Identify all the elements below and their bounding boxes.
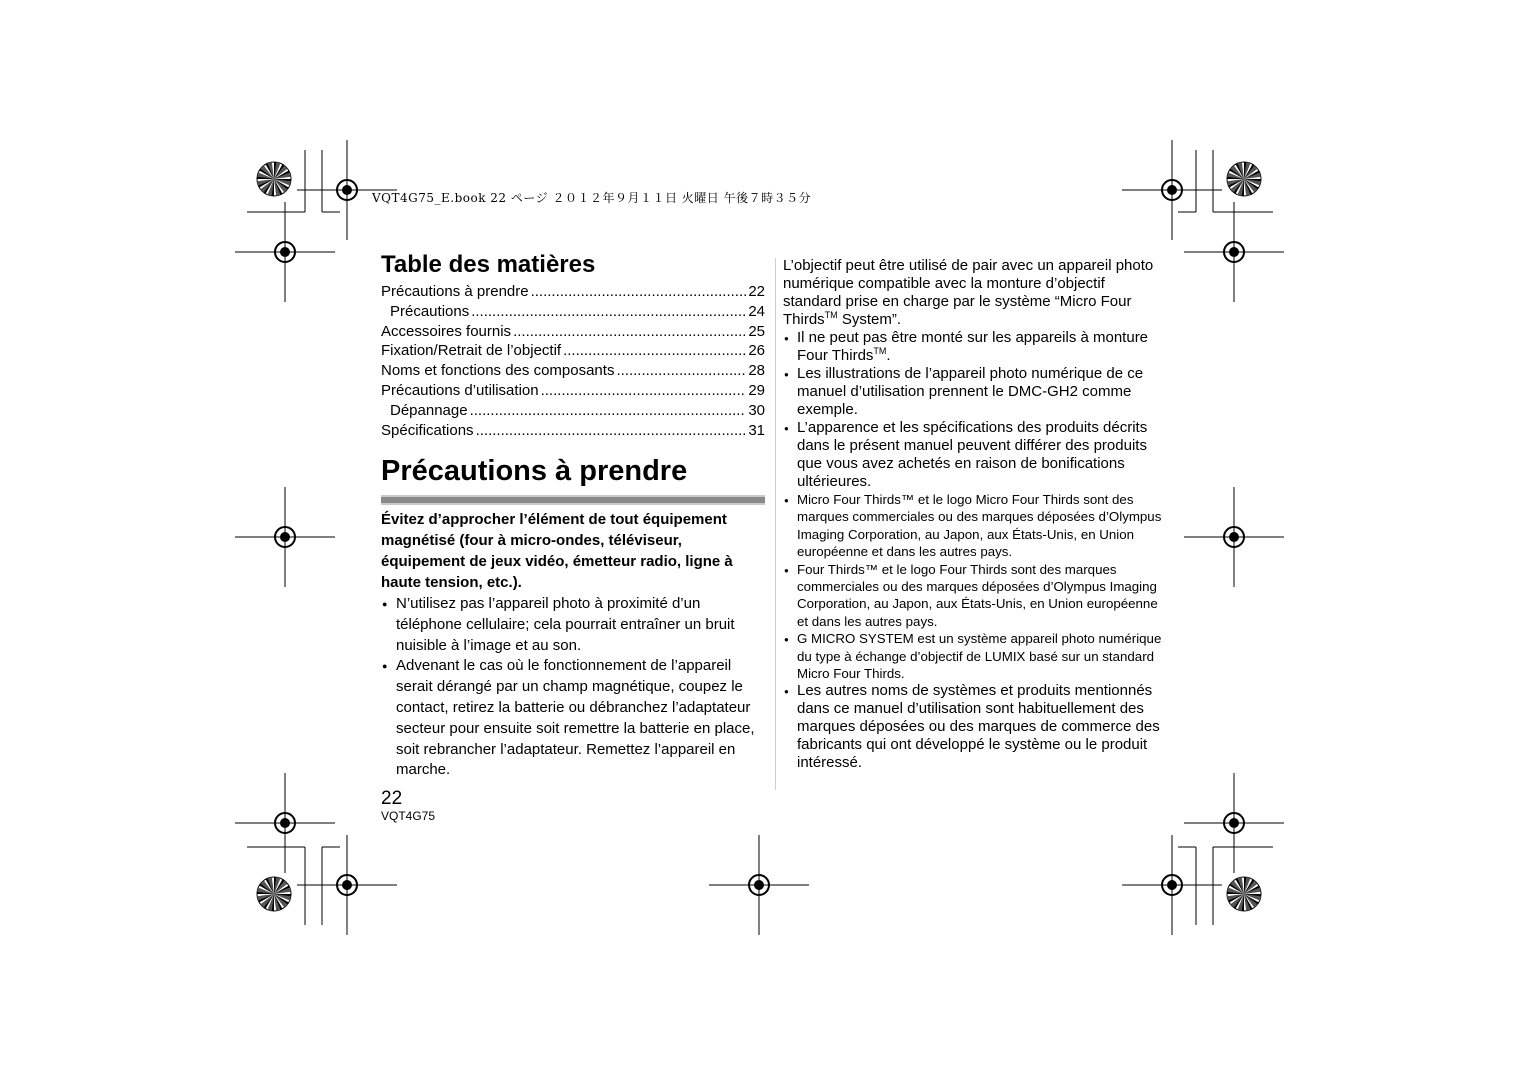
toc-leader: [616, 361, 746, 381]
section-title: Précautions à prendre: [381, 455, 688, 487]
toc-leader: [471, 302, 746, 322]
bullet-text-end: .: [886, 347, 891, 364]
trademark-sup: TM: [873, 346, 887, 356]
intro-text-end: System”.: [837, 311, 902, 328]
print-header: VQT4G75_E.book 22 ページ ２０１２年９月１１日 火曜日 午後７時３５分: [372, 191, 812, 205]
list-item: ● Micro Four Thirds™ et le logo Micro Four Thirds sont des marques commerciales ou des marques déposées d’Olympus Imaging Corporation, au Japon, aux États-Unis, en Union européenne et dans les autres pays.: [783, 491, 1167, 561]
list-item: ● Les illustrations de l’appareil photo numérique de ce manuel d’utilisation prennent le DMC-GH2 comme exemple.: [783, 365, 1167, 419]
toc-leader: [476, 421, 747, 441]
warning-text: Évitez d’approcher l’élément de tout équipement magnétisé (four à micro-ondes, téléviseur, équipement de jeux vidéo, émetteur radio, ligne à haute tension, etc.).: [381, 511, 733, 591]
list-item: ● N’utilisez pas l’appareil photo à proximité d’un téléphone cellulaire; cela pourrait entraîner un bruit nuisible à l’image et au son.: [381, 594, 767, 656]
toc-page: 29: [748, 381, 765, 399]
model-code: VQT4G75: [381, 809, 436, 823]
toc-row[interactable]: [381, 381, 765, 401]
section-rule: [381, 495, 765, 505]
list-item: [783, 329, 1167, 365]
toc-label: Spécifications: [381, 421, 474, 439]
bullet-text: Il ne peut pas être monté sur les appareils à monture Four Thirds: [797, 329, 1149, 364]
toc-row[interactable]: [381, 421, 765, 441]
trademark-sup: TM: [824, 310, 838, 320]
toc-page: 30: [748, 401, 765, 419]
toc-page: 24: [748, 302, 765, 320]
toc-page: 31: [748, 421, 765, 439]
right-column: [783, 257, 1167, 772]
toc-row[interactable]: [381, 401, 765, 421]
toc-label: Fixation/Retrait de l’objectif: [381, 342, 562, 360]
intro-text: L’objectif peut être utilisé de pair avec un appareil photo numérique compatible avec la monture d’objectif standard prise en charge par le système “Micro Four Thirds: [783, 257, 1154, 328]
list-item: ● Les autres noms de systèmes et produits mentionnés dans ce manuel d’utilisation sont habituellement des marques déposées ou des marques de commerce des fabricants qui ont développé le système ou le produit intéressé.: [783, 682, 1167, 772]
toc-page: 25: [748, 322, 765, 340]
toc-page: 22: [748, 283, 765, 300]
toc-title: Table des matières: [381, 251, 596, 278]
toc-row[interactable]: [381, 341, 765, 361]
toc-row[interactable]: [381, 282, 765, 302]
toc-page: 28: [748, 362, 765, 380]
list-item: ● Four Thirds™ et le logo Four Thirds sont des marques commerciales ou des marques déposées d’Olympus Imaging Corporation, au Japon, aux États-Unis, en Union européenne et dans les autres pays.: [783, 561, 1167, 631]
list-item: ● Advenant le cas où le fonctionnement de l’appareil serait dérangé par un champ magnétique, coupez le contact, retirez la batterie ou débranchez l’adaptateur secteur pour ensuite soit remettre la batterie en place, soit rebrancher l’adaptateur. Remettez l’appareil en marche.: [381, 656, 767, 781]
toc-row[interactable]: [381, 302, 765, 322]
toc-row[interactable]: [381, 322, 765, 342]
toc-label: Dépannage: [390, 401, 468, 419]
toc-leader: [563, 341, 746, 361]
toc-label: Noms et fonctions des composants: [381, 362, 615, 380]
toc-leader: [470, 401, 747, 421]
toc-leader: [531, 282, 747, 302]
column-divider: [775, 258, 776, 790]
toc-page: 26: [748, 342, 765, 360]
toc-label: Précautions: [390, 302, 470, 320]
precautions-list: [381, 594, 767, 781]
toc-leader: [513, 322, 746, 342]
intro-paragraph: [783, 257, 1167, 329]
toc-row[interactable]: [381, 361, 765, 381]
toc-leader: [541, 381, 747, 401]
list-item: ● L’apparence et les spécifications des produits décrits dans le présent manuel peuvent différer des produits que vous avez achetés en raison de bonifications ultérieures.: [783, 419, 1167, 491]
toc-label: Accessoires fournis: [381, 322, 512, 340]
toc-label: Précautions d’utilisation: [381, 381, 539, 399]
toc-label: Précautions à prendre: [381, 283, 529, 300]
table-of-contents: [381, 282, 765, 440]
page-number: 22: [381, 788, 403, 809]
list-item: ● G MICRO SYSTEM est un système appareil photo numérique du type à échange d’objectif de LUMIX basé sur un standard Micro Four Thirds.: [783, 630, 1167, 682]
